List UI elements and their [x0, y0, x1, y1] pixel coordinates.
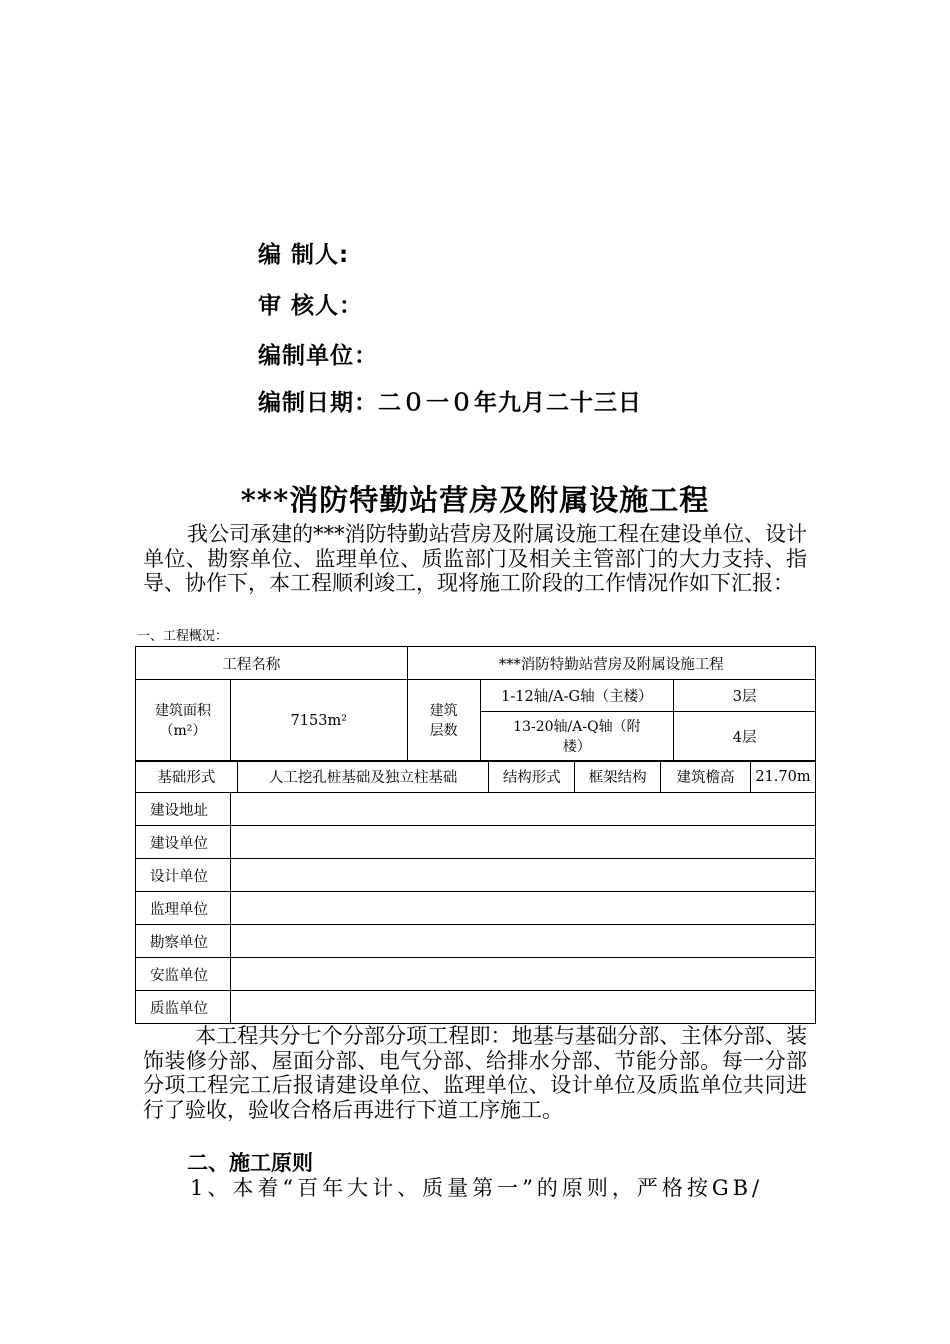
date-line: 编制日期：二０一０年九月二十三日: [258, 390, 642, 416]
height-value: 21.70m: [750, 761, 815, 793]
table-row: [136, 991, 816, 1024]
unit-line: 编制单位：: [258, 343, 378, 369]
principle-paragraph: 1、本着“百年大计、质量第一”的原则，严格按GB/: [190, 1176, 764, 1200]
table-row: [136, 958, 816, 991]
summary-paragraph: [143, 1024, 807, 1122]
party-label: 勘察单位: [136, 925, 231, 958]
section2-heading: 二、施工原则: [187, 1150, 313, 1175]
section1-heading: 一、工程概况：: [137, 629, 229, 644]
summary-text: 本工程共分七个分部分项工程即：地基与基础分部、主体分部、装饰装修分部、屋面分部、电气分部、给排水分部、节能分部。每一分部分项工程完工后报请建设单位、监理单位、设计单位及质监单位共同进行了验收，验收合格后再进行下道工序施工。: [143, 1024, 807, 1122]
height-label: 建筑檐高: [661, 761, 751, 793]
table-row: [136, 680, 816, 712]
compiler-line: 编 制人:: [258, 242, 350, 268]
area-label: 建筑面积 （m²）: [136, 680, 231, 762]
foundation-value: 人工挖孔桩基础及独立柱基础: [237, 761, 489, 793]
party-label: 质监单位: [136, 991, 231, 1024]
party-value: [230, 991, 815, 1024]
annex-axis: 13-20轴/A-Q轴（附 楼）: [480, 712, 674, 762]
project-name-value: ***消防特勤站营房及附属设施工程: [407, 647, 815, 680]
party-label: 安监单位: [136, 958, 231, 991]
intro-text: 我公司承建的***消防特勤站营房及附属设施工程在建设单位、设计单位、勘察单位、监理单位、质监部门及相关主管部门的大力支持、指导、协作下，本工程顺利竣工，现将施工阶段的工作情况作如下汇报：: [143, 522, 807, 595]
document-title: ***消防特勤站营房及附属设施工程: [240, 483, 710, 517]
area-value: 7153m²: [230, 680, 407, 762]
annex-floors: 4层: [674, 712, 816, 762]
main-axis: 1-12轴/A-G轴（主楼）: [480, 680, 674, 712]
table-row: [136, 761, 816, 793]
party-value: [230, 793, 815, 826]
project-name-label: 工程名称: [136, 647, 408, 680]
party-label: 设计单位: [136, 859, 231, 892]
table-row: [136, 925, 816, 958]
party-value: [230, 958, 815, 991]
overview-table-structure: [135, 760, 816, 793]
table-row: [136, 859, 816, 892]
table-row: [136, 826, 816, 859]
party-value: [230, 925, 815, 958]
floors-label: 建筑 层数: [407, 680, 480, 762]
party-value: [230, 859, 815, 892]
main-floors: 3层: [674, 680, 816, 712]
party-label: 建设地址: [136, 793, 231, 826]
intro-paragraph: [143, 522, 807, 596]
structure-value: 框架结构: [575, 761, 661, 793]
overview-table-parties: [135, 792, 816, 1024]
reviewer-line: 审 核人：: [258, 293, 364, 319]
table-row: [136, 892, 816, 925]
party-label: 建设单位: [136, 826, 231, 859]
table-row: [136, 647, 816, 680]
foundation-label: 基础形式: [136, 761, 238, 793]
party-value: [230, 892, 815, 925]
structure-label: 结构形式: [489, 761, 575, 793]
party-value: [230, 826, 815, 859]
table-row: [136, 793, 816, 826]
overview-table-main: [135, 646, 816, 762]
party-label: 监理单位: [136, 892, 231, 925]
